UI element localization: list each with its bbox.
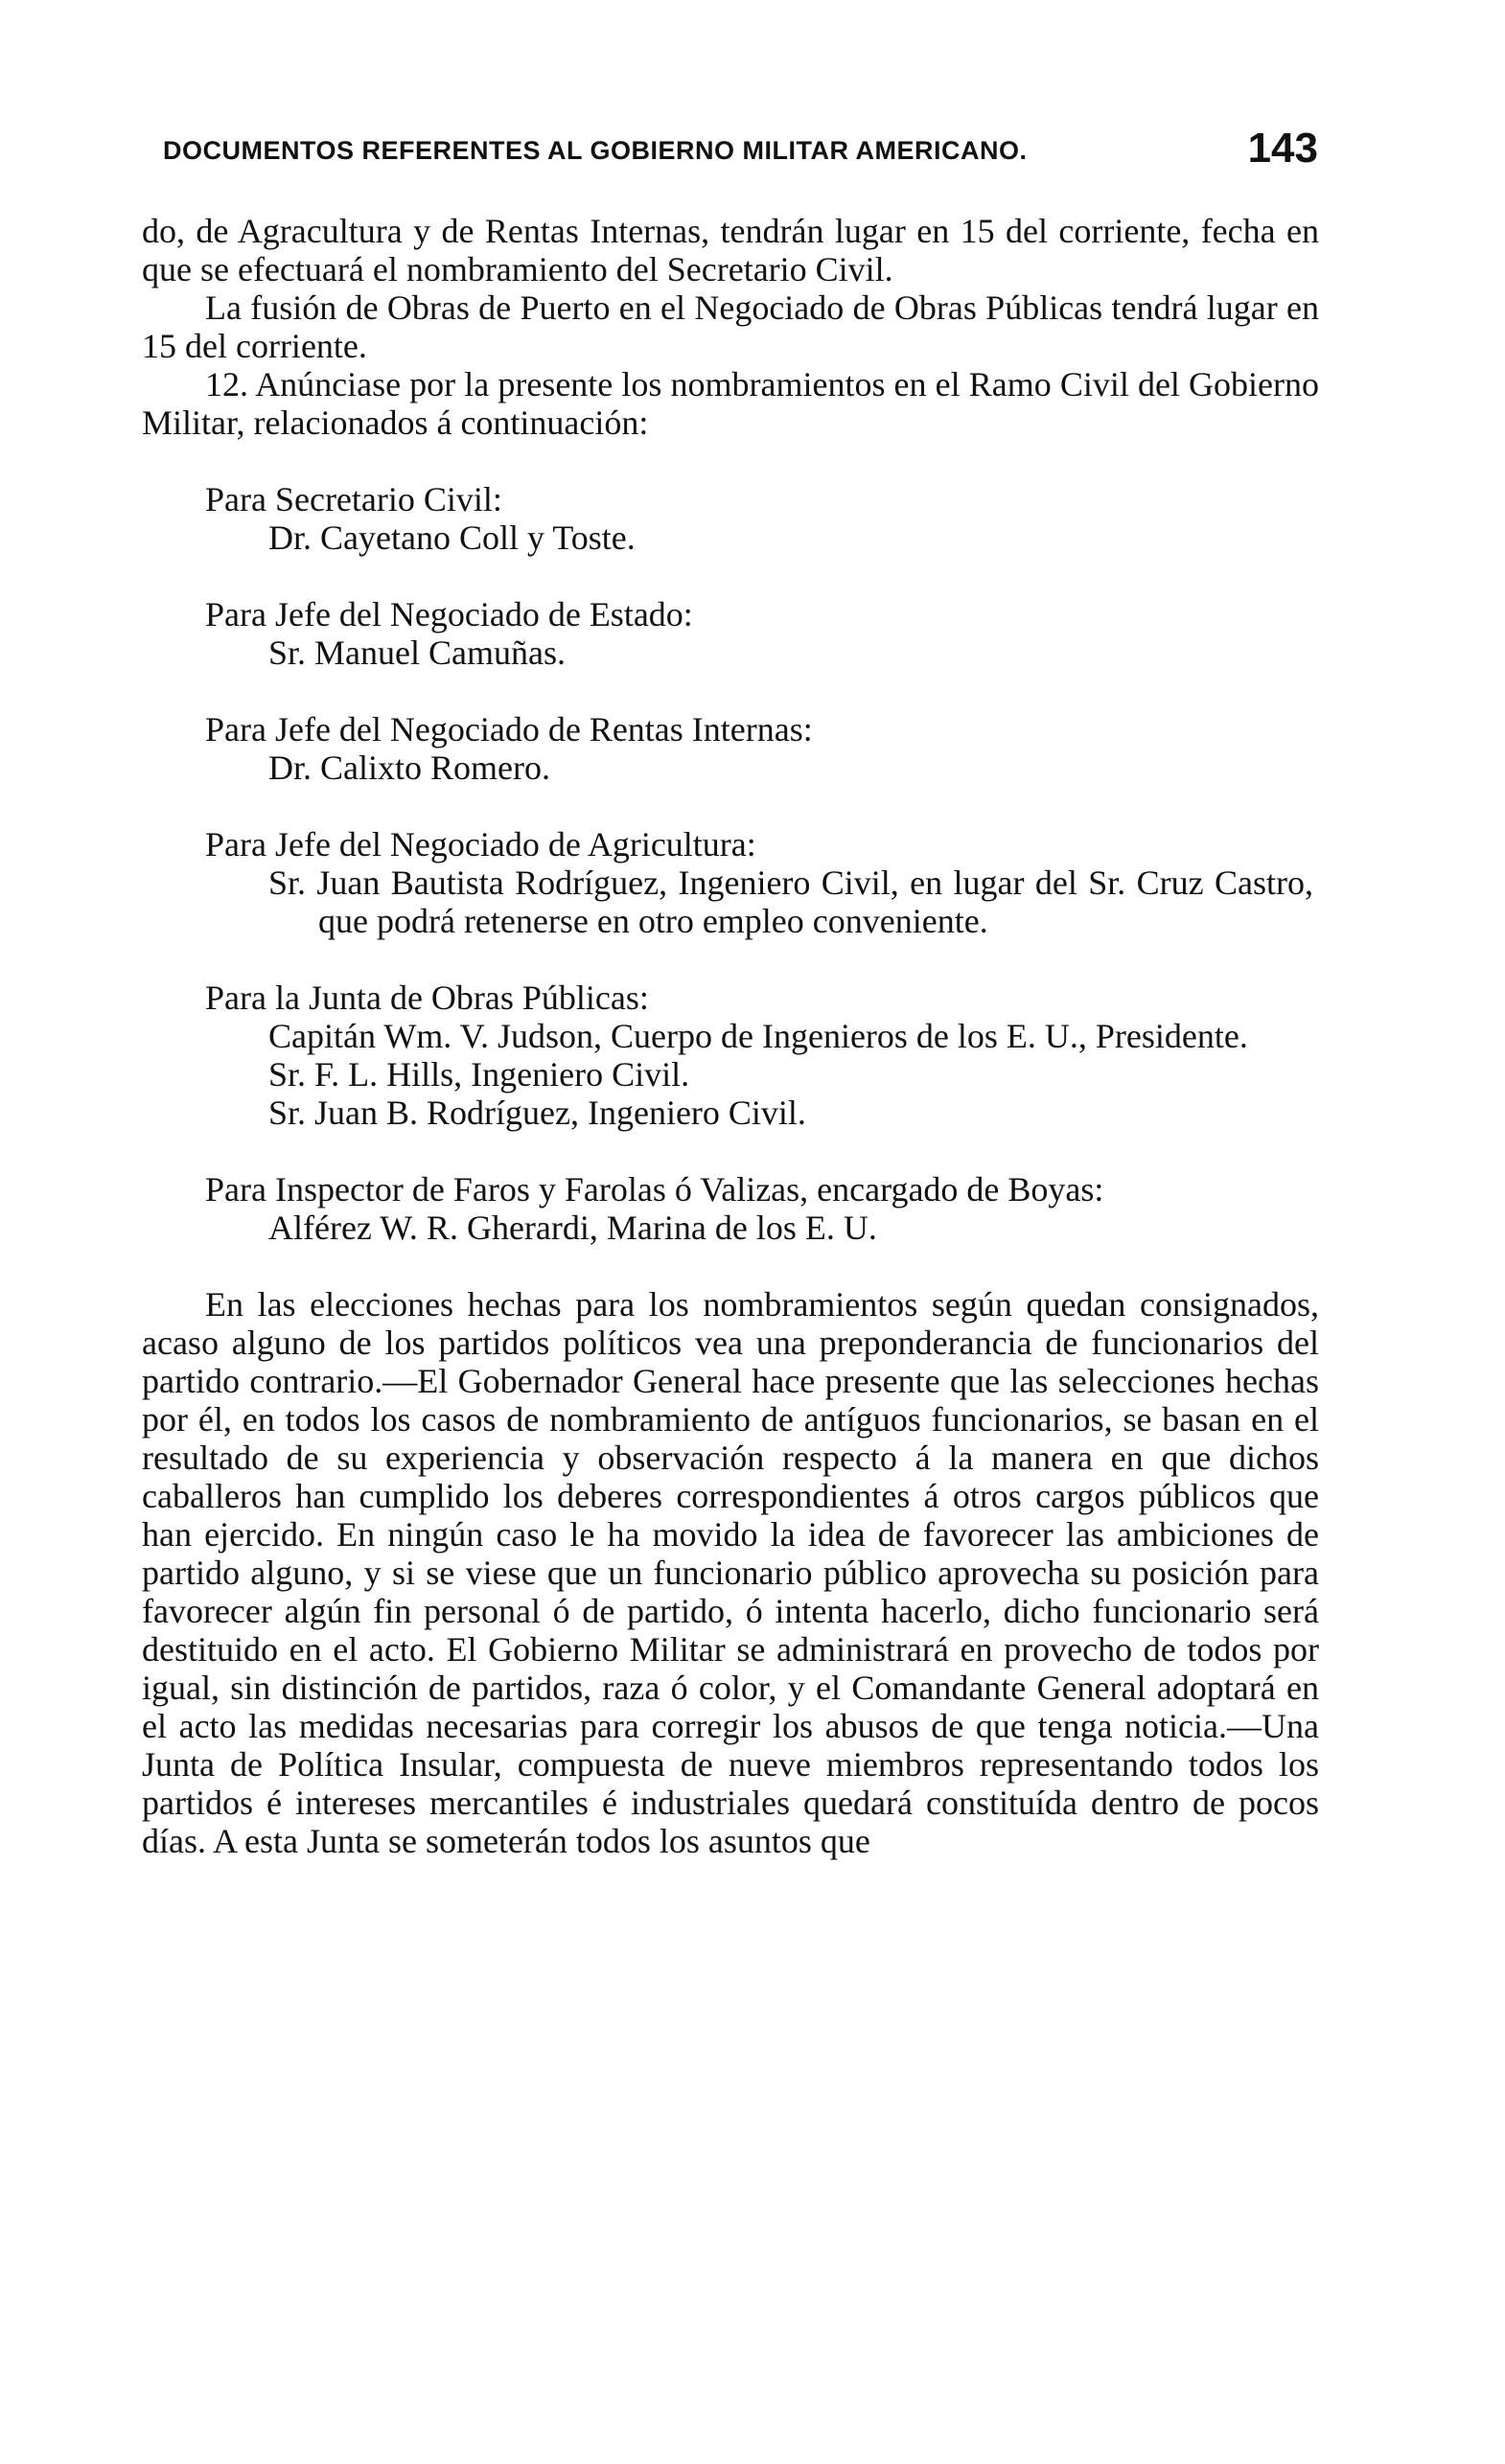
appointment-item bbox=[142, 825, 1319, 940]
appointment-item bbox=[142, 710, 1319, 787]
appointment-title: Para la Junta de Obras Públicas: bbox=[205, 979, 649, 1017]
body-text bbox=[142, 212, 1319, 1860]
paragraph-appointments-intro: 12. Anúnciase por la presente los nombramientos en el Ramo Civil del Gobierno Militar, relacionados á continuación: bbox=[142, 365, 1319, 442]
appointee-name: Sr. F. L. Hills, Ingeniero Civil. bbox=[268, 1055, 690, 1094]
paragraph-closing: En las elecciones hechas para los nombramientos según quedan consignados, acaso alguno de los partidos políticos vea una preponderancia de funcionarios del partido contrario.—El Gobernador General hace presente que las selecciones hechas por él, en todos los casos de nombramiento de antíguos funcionarios, se basan en el resultado de su experiencia y observación respecto á la manera en que dichos caballeros han cumplido los deberes correspondientes á otros cargos públicos que han ejercido. En ningún caso le ha movido la idea de favorecer las ambiciones de partido alguno, y si se viese que un funcionario público aprovecha su posición para favorecer algún fin personal ó de partido, ó intenta hacerlo, dicho funcionario será destituido en el acto. El Gobierno Militar se administrará en provecho de todos por igual, sin distinción de partidos, raza ó color, y el Comandante General adoptará en el acto las medidas necesarias para corregir los abusos de que tenga noticia.—Una Junta de Política Insular, compuesta de nueve miembros representando todos los partidos é intereses mercantiles é industriales quedará constituída dentro de pocos días. A esta Junta se someterán todos los asuntos que bbox=[142, 1285, 1319, 1860]
paragraph-fusion: La fusión de Obras de Puerto en el Negociado de Obras Públicas tendrá lugar en 15 del corriente. bbox=[142, 288, 1319, 365]
appointments-list bbox=[142, 480, 1319, 1247]
running-head bbox=[163, 125, 1318, 182]
appointment-item bbox=[142, 979, 1319, 1132]
appointee-name: Sr. Juan B. Rodríguez, Ingeniero Civil. bbox=[268, 1094, 806, 1132]
appointment-title: Para Jefe del Negociado de Estado: bbox=[205, 595, 693, 633]
appointee-name: Sr. Juan Bautista Rodríguez, Ingeniero Civil, en lugar del Sr. Cruz Castro, que podrá retenerse en otro empleo conveniente. bbox=[268, 864, 1313, 940]
appointment-item bbox=[142, 595, 1319, 672]
appointment-title: Para Jefe del Negociado de Agricultura: bbox=[205, 825, 756, 864]
appointment-title: Para Inspector de Faros y Farolas ó Valizas, encargado de Boyas: bbox=[205, 1170, 1104, 1209]
appointment-title: Para Jefe del Negociado de Rentas Internas: bbox=[205, 710, 813, 748]
appointment-item bbox=[142, 1170, 1319, 1247]
appointee-name: Capitán Wm. V. Judson, Cuerpo de Ingenieros de los E. U., Presidente. bbox=[268, 1017, 1248, 1055]
appointment-item bbox=[142, 480, 1319, 557]
running-title: DOCUMENTOS REFERENTES AL GOBIERNO MILITAR AMERICANO. bbox=[163, 136, 1028, 165]
page-number: 143 bbox=[1247, 125, 1318, 172]
appointment-title: Para Secretario Civil: bbox=[205, 480, 502, 518]
paragraph-continuation: do, de Agracultura y de Rentas Internas, tendrán lugar en 15 del corriente, fecha en que se efectuará el nombramiento del Secretario Civil. bbox=[142, 212, 1319, 288]
appointee-name: Dr. Calixto Romero. bbox=[268, 748, 550, 787]
appointee-name: Dr. Cayetano Coll y Toste. bbox=[268, 518, 636, 557]
appointee-name: Sr. Manuel Camuñas. bbox=[268, 633, 566, 672]
appointee-name: Alférez W. R. Gherardi, Marina de los E. U. bbox=[268, 1209, 877, 1247]
